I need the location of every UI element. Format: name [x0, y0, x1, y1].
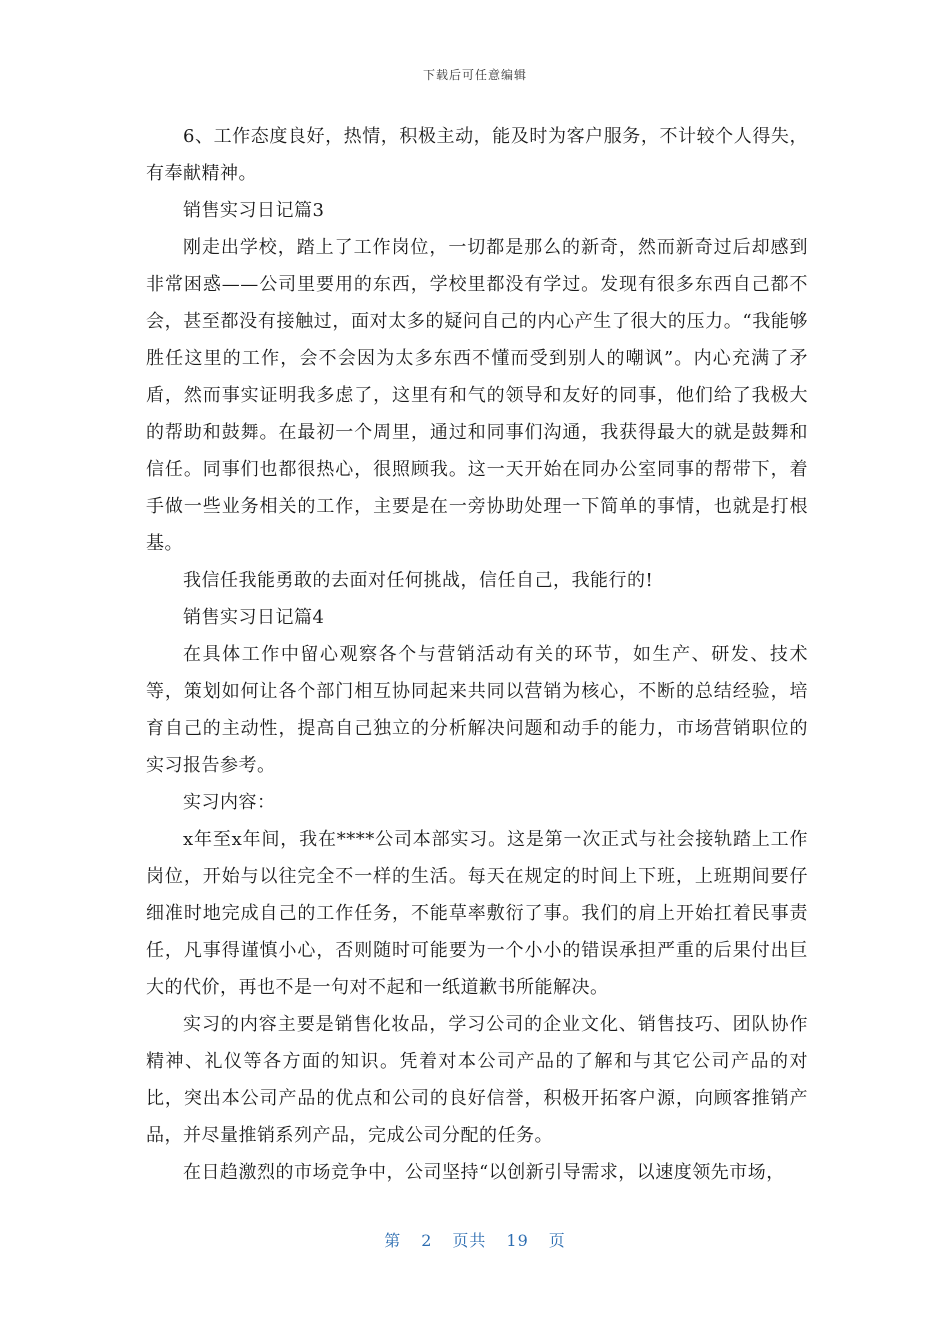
paragraph: 6、工作态度良好，热情，积极主动，能及时为客户服务，不计较个人得失，有奉献精神。	[146, 126, 808, 184]
page-footer	[0, 1228, 950, 1251]
subheading: 实习内容：	[183, 792, 276, 813]
section-heading: 销售实习日记篇4	[183, 607, 325, 628]
document-body	[146, 118, 808, 1191]
page-header: 下载后可任意编辑	[422, 68, 527, 82]
section-heading: 销售实习日记篇3	[183, 200, 325, 221]
paragraph: 我信任我能勇敢的去面对任何挑战，信任自己，我能行的!	[183, 570, 654, 591]
footer-middle: 页共	[452, 1231, 487, 1250]
footer-suffix: 页	[548, 1231, 566, 1250]
paragraph: 在日趋激烈的市场竞争中，公司坚持“以创新引导需求，以速度领先市场，	[183, 1162, 785, 1183]
paragraph: 刚走出学校，踏上了工作岗位，一切都是那么的新奇，然而新奇过后却感到非常困惑——公司里要用的东西，学校里都没有学过。发现有很多东西自己都不会，甚至都没有接触过，面对太多的疑问自己的内心产生了很大的压力。“我能够胜任这里的工作，会不会因为太多东西不懂而受到别人的嘲讽”。内心充满了矛盾，然而事实证明我多虑了，这里有和气的领导和友好的同事，他们给了我极大的帮助和鼓舞。在最初一个周里，通过和同事们沟通，我获得最大的就是鼓舞和信任。同事们也都很热心，很照顾我。这一天开始在同办公室同事的帮带下，着手做一些业务相关的工作，主要是在一旁协助处理一下简单的事情，也就是打根基。	[146, 237, 808, 554]
paragraph: x年至x年间，我在****公司本部实习。这是第一次正式与社会接轨踏上工作岗位，开始与以往完全不一样的生活。每天在规定的时间上下班，上班期间要仔细准时地完成自己的工作任务，不能草率敷衍了事。我们的肩上开始扛着民事责任，凡事得谨慎小心，否则随时可能要为一个小小的错误承担严重的后果付出巨大的代价，再也不是一句对不起和一纸道歉书所能解决。	[146, 829, 808, 998]
paragraph: 实习的内容主要是销售化妆品，学习公司的企业文化、销售技巧、团队协作精神、礼仪等各方面的知识。凭着对本公司产品的了解和与其它公司产品的对比，突出本公司产品的优点和公司的良好信誉，积极开拓客户源，向顾客推销产品，并尽量推销系列产品，完成公司分配的任务。	[146, 1014, 808, 1146]
footer-prefix: 第	[384, 1231, 402, 1250]
paragraph: 在具体工作中留心观察各个与营销活动有关的环节，如生产、研发、技术等，策划如何让各个部门相互协同起来共同以营销为核心，不断的总结经验，培育自己的主动性，提高自己独立的分析解决问题和动手的能力，市场营销职位的实习报告参考。	[146, 644, 808, 776]
total-pages: 19	[506, 1231, 529, 1250]
current-page-number: 2	[421, 1231, 433, 1250]
